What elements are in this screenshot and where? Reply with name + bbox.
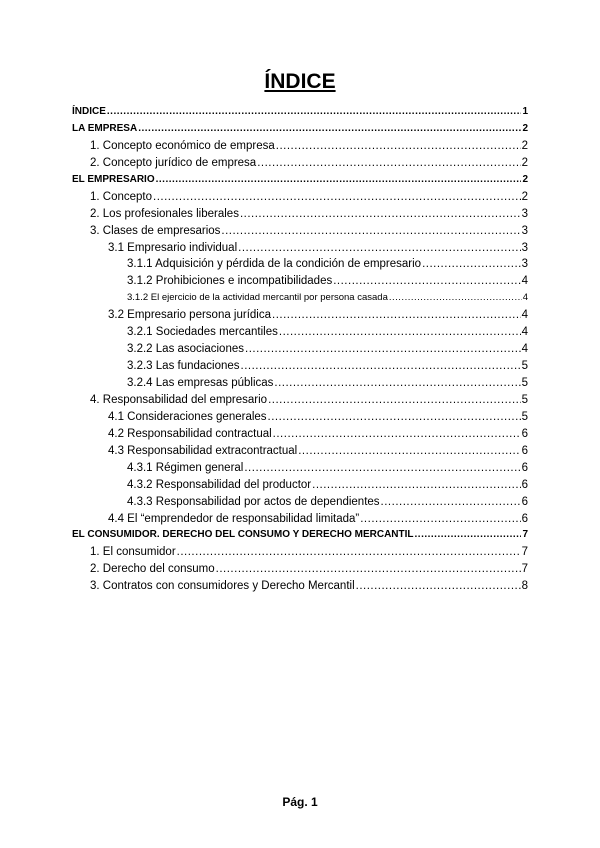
toc-entry-label: ÍNDICE [72, 106, 106, 117]
toc-entry-page: 4 [522, 292, 528, 304]
toc-leader-dots [279, 324, 521, 341]
toc-entry-page: 8 [521, 580, 528, 593]
toc-leader-dots [272, 307, 521, 324]
toc-leader-dots [107, 104, 522, 121]
toc-entry-page: 7 [521, 563, 528, 576]
toc-entry[interactable] [72, 544, 528, 561]
toc-leader-dots [245, 341, 521, 358]
toc-entry[interactable] [72, 104, 528, 121]
toc-entry-label: 3. Contratos con consumidores y Derecho Mercantil [90, 580, 355, 593]
toc-entry-page: 3 [521, 207, 528, 220]
toc-leader-dots [276, 138, 521, 155]
toc-entry[interactable] [72, 443, 528, 460]
toc-entry-label: 3.2.2 Las asociaciones [127, 343, 244, 356]
toc-entry[interactable] [72, 240, 528, 257]
toc-entry-label: 4.3.3 Responsabilidad por actos de dependientes [127, 495, 380, 508]
toc-entry[interactable] [72, 307, 528, 324]
toc-entry[interactable] [72, 426, 528, 443]
toc-leader-dots [274, 375, 520, 392]
page-title: ÍNDICE [264, 70, 336, 93]
toc-leader-dots [312, 477, 520, 494]
toc-entry-page: 2 [522, 122, 528, 134]
toc-entry-label: 4.1 Consideraciones generales [108, 410, 267, 423]
toc-entry-label: 3.2 Empresario persona jurídica [108, 309, 271, 322]
toc-entry[interactable] [72, 223, 528, 240]
toc-entry-label: 3.2.1 Sociedades mercantiles [127, 326, 278, 339]
toc-leader-dots [257, 155, 520, 172]
toc-entry-label: 1. Concepto económico de empresa [90, 139, 275, 152]
toc-entry[interactable] [72, 409, 528, 426]
toc-entry-label: 3.2.3 Las fundaciones [127, 360, 240, 373]
toc-entry-page: 6 [521, 512, 528, 525]
toc-entry[interactable] [72, 256, 528, 273]
toc-entry-page: 1 [522, 106, 528, 117]
toc-entry-page: 4 [521, 309, 528, 322]
toc-entry[interactable] [72, 172, 528, 189]
toc-entry-page: 6 [521, 478, 528, 491]
toc-leader-dots [238, 240, 520, 257]
toc-entry-page: 3 [521, 224, 528, 237]
toc-entry-label: EL EMPRESARIO [72, 173, 155, 185]
toc-entry[interactable] [72, 527, 528, 544]
toc-leader-dots [389, 290, 522, 307]
toc-entry[interactable] [72, 392, 528, 409]
toc-entry[interactable] [72, 189, 528, 206]
toc-entry[interactable] [72, 121, 528, 138]
page-number: Pág. 1 [282, 795, 318, 809]
toc-entry-label: 1. El consumidor [90, 546, 176, 559]
toc-entry-label: 3.1 Empresario individual [108, 241, 238, 254]
toc-entry[interactable] [72, 561, 528, 578]
toc-entry-label: 4.3.1 Régimen general [127, 461, 244, 474]
toc-leader-dots [415, 527, 522, 544]
toc-entry[interactable] [72, 341, 528, 358]
toc-entry[interactable] [72, 155, 528, 172]
toc-leader-dots [422, 256, 521, 273]
toc-entry-page: 2 [521, 156, 528, 169]
toc-entry-label: 1. Concepto [90, 190, 153, 203]
toc-leader-dots [268, 392, 521, 409]
toc-entry-page: 6 [521, 427, 528, 440]
toc-entry-label: 4. Responsabilidad del empresario [90, 393, 268, 406]
toc-entry-page: 4 [521, 343, 528, 356]
toc-entry[interactable] [72, 511, 528, 528]
toc-entry-label: 4.3.2 Responsabilidad del productor [127, 478, 312, 491]
toc-leader-dots [240, 206, 521, 223]
toc-leader-dots [298, 443, 520, 460]
toc-entry[interactable] [72, 273, 528, 290]
toc-leader-dots [356, 578, 521, 595]
toc-entry-page: 2 [522, 173, 528, 185]
toc-entry-page: 7 [521, 546, 528, 559]
toc-leader-dots [216, 561, 521, 578]
toc-entry-page: 6 [521, 495, 528, 508]
toc-entry[interactable] [72, 375, 528, 392]
toc-entry-label: 3.2.4 Las empresas públicas [127, 377, 274, 389]
toc-leader-dots [153, 189, 521, 206]
toc-entry-label: 4.3 Responsabilidad extracontractual [108, 444, 298, 457]
toc-leader-dots [177, 544, 521, 561]
toc-entry[interactable] [72, 290, 528, 307]
toc-entry[interactable] [72, 494, 528, 511]
toc-entry-label: 2. Los profesionales liberales [90, 207, 239, 220]
table-of-contents [72, 104, 528, 595]
toc-entry-label: 4.2 Responsabilidad contractual [108, 427, 272, 440]
toc-entry-label: 3.1.1 Adquisición y pérdida de la condición de empresario [127, 258, 422, 271]
toc-leader-dots [268, 409, 521, 426]
toc-entry-label: 3.1.2 Prohibiciones e incompatibilidades [127, 275, 333, 288]
toc-entry-page: 2 [521, 139, 528, 152]
toc-entry-page: 4 [521, 326, 528, 339]
toc-entry-page: 7 [522, 529, 528, 541]
toc-entry-label: 3.1.2 El ejercicio de la actividad mercantil por persona casada [127, 292, 388, 304]
toc-leader-dots [221, 223, 520, 240]
toc-leader-dots [138, 121, 521, 138]
toc-entry-page: 6 [521, 444, 528, 457]
toc-entry-label: 4.4 El “emprendedor de responsabilidad limitada” [108, 512, 360, 525]
toc-entry-label: 3. Clases de empresarios [90, 224, 221, 237]
toc-entry-label: LA EMPRESA [72, 122, 138, 134]
toc-entry[interactable] [72, 460, 528, 477]
toc-leader-dots [244, 460, 520, 477]
toc-entry[interactable] [72, 477, 528, 494]
toc-entry[interactable] [72, 578, 528, 595]
toc-entry-page: 5 [521, 377, 528, 389]
toc-entry-page: 5 [521, 360, 528, 373]
toc-leader-dots [241, 358, 521, 375]
toc-entry-page: 5 [521, 410, 528, 423]
toc-leader-dots [273, 426, 521, 443]
toc-leader-dots [156, 172, 522, 189]
toc-entry-page: 5 [521, 393, 528, 406]
toc-entry-label: EL CONSUMIDOR. DERECHO DEL CONSUMO Y DERECHO MERCANTIL [72, 529, 414, 541]
toc-entry-page: 4 [521, 275, 528, 288]
toc-entry[interactable] [72, 324, 528, 341]
toc-leader-dots [381, 494, 521, 511]
toc-entry-page: 6 [521, 461, 528, 474]
toc-entry-page: 3 [521, 241, 528, 254]
toc-entry[interactable] [72, 358, 528, 375]
toc-entry[interactable] [72, 206, 528, 223]
toc-entry-page: 2 [521, 190, 528, 203]
toc-entry-label: 2. Derecho del consumo [90, 563, 215, 576]
toc-leader-dots [333, 273, 520, 290]
toc-leader-dots [360, 511, 520, 528]
toc-entry-page: 3 [521, 258, 528, 271]
toc-entry-label: 2. Concepto jurídico de empresa [90, 156, 257, 169]
toc-entry[interactable] [72, 138, 528, 155]
